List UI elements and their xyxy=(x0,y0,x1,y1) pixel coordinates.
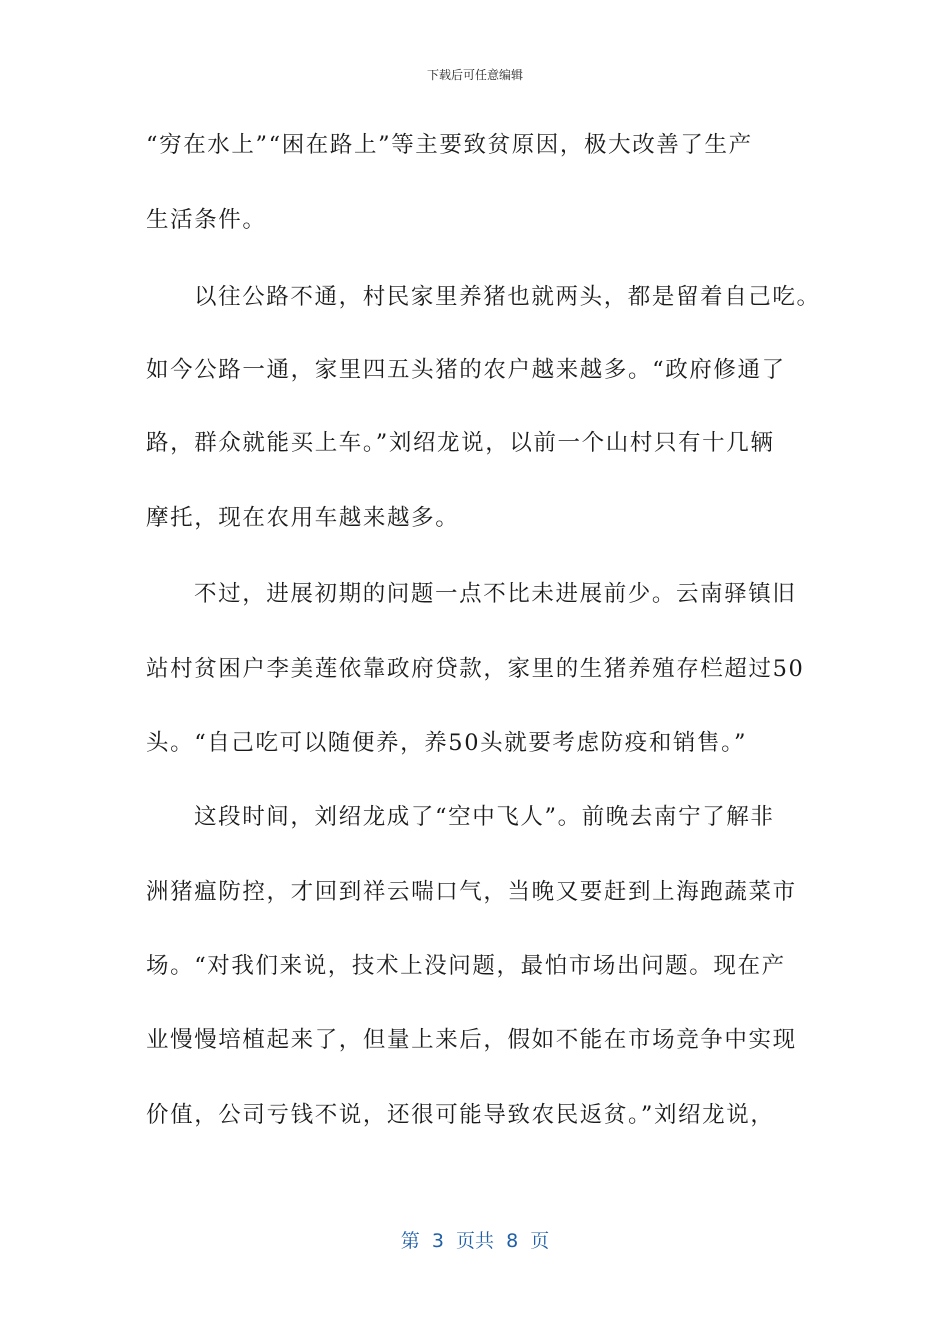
text-line: 生活条件。 xyxy=(146,207,267,233)
text-line: 头。“自己吃可以随便养，养50头就要考虑防疫和销售。” xyxy=(146,730,748,756)
text-line: 以往公路不通，村民家里养猪也就两头，都是留着自己吃。 xyxy=(194,284,821,310)
text-line: 价值，公司亏钱不说，还很可能导致农民返贫。”刘绍龙说， xyxy=(146,1102,775,1128)
text-line: 不过，进展初期的问题一点不比未进展前少。云南驿镇旧 xyxy=(194,581,797,607)
text-line: 路，群众就能买上车。”刘绍龙说，以前一个山村只有十几辆 xyxy=(146,430,775,456)
text-line: 业慢慢培植起来了，但量上来后，假如不能在市场竞争中实现 xyxy=(146,1027,797,1053)
page-number-footer: 第 3 页共 8 页 xyxy=(400,1230,550,1252)
text-line: 摩托，现在农用车越来越多。 xyxy=(146,505,460,531)
text-line: “穷在水上”“困在路上”等主要致贫原因，极大改善了生产 xyxy=(146,132,753,158)
text-line: 这段时间，刘绍龙成了“空中飞人”。前晚去南宁了解非 xyxy=(194,804,775,830)
text-line: 如今公路一通，家里四五头猪的农户越来越多。“政府修通了 xyxy=(146,357,786,383)
page-header: 下载后可任意编辑 xyxy=(426,68,523,82)
text-line: 洲猪瘟防控，才回到祥云喘口气，当晚又要赶到上海跑蔬菜市 xyxy=(146,879,797,905)
text-line: 场。“对我们来说，技术上没问题，最怕市场出问题。现在产 xyxy=(146,953,786,979)
text-line: 站村贫困户李美莲依靠政府贷款，家里的生猪养殖存栏超过50 xyxy=(146,656,805,682)
